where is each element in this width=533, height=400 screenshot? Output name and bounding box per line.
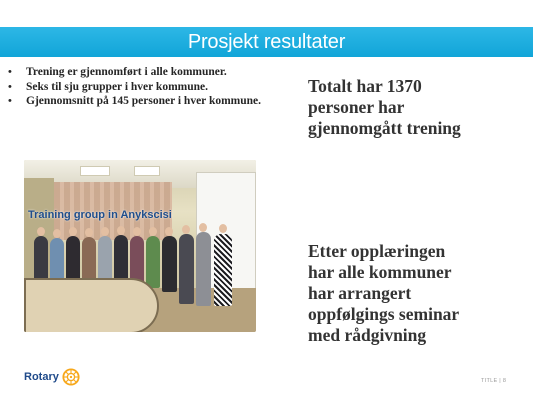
person xyxy=(146,236,160,288)
headline-line: personer har xyxy=(308,97,405,117)
headline-total xyxy=(308,76,523,139)
person xyxy=(214,234,232,306)
headline-line: med rådgivning xyxy=(308,325,427,345)
ceiling-light xyxy=(80,166,110,176)
person-head xyxy=(219,224,227,233)
person xyxy=(114,235,128,283)
person-head xyxy=(53,229,61,238)
headline-followup xyxy=(308,241,523,346)
person xyxy=(196,232,211,306)
headline-line: Totalt har 1370 xyxy=(308,76,422,96)
person-head xyxy=(149,227,157,236)
title-bar xyxy=(0,27,533,57)
headline-line: gjennomgått trening xyxy=(308,118,461,138)
person-head xyxy=(101,227,109,236)
person-head xyxy=(133,227,141,236)
person xyxy=(98,236,112,282)
person-head xyxy=(37,227,45,236)
person xyxy=(34,236,48,280)
rotary-wheel-icon xyxy=(62,368,80,386)
rotary-wordmark: Rotary xyxy=(24,371,59,383)
bullet-list xyxy=(8,66,270,110)
headline-line: har arrangert xyxy=(308,283,412,303)
person xyxy=(162,236,177,292)
slide-footer: TITLE | 8 xyxy=(481,378,507,384)
ceiling-light xyxy=(134,166,160,176)
person xyxy=(50,238,64,282)
rotary-logo xyxy=(24,368,80,386)
conference-table xyxy=(24,278,159,332)
bullet-item: • Trening er gjennomført i alle kommuner. xyxy=(8,66,270,79)
person-head xyxy=(117,226,125,235)
headline-line: har alle kommuner xyxy=(308,262,452,282)
person-head xyxy=(165,227,173,236)
bullet-item: • Gjennomsnitt på 145 personer i hver kommune. xyxy=(8,95,270,108)
headline-line: Etter opplæringen xyxy=(308,241,446,261)
person xyxy=(66,236,80,282)
person xyxy=(82,237,96,281)
slide-title: Prosjekt resultater xyxy=(187,30,346,53)
headline-line: oppfølgings seminar xyxy=(308,304,460,324)
photo-caption: Training group in Anykscisi xyxy=(28,209,172,221)
group-photo xyxy=(24,160,256,332)
person-head xyxy=(182,225,190,234)
person-head xyxy=(199,223,207,232)
bullet-item: • Seks til sju grupper i hver kommune. xyxy=(8,81,270,94)
person-head xyxy=(85,228,93,237)
person-head xyxy=(69,227,77,236)
person xyxy=(179,234,194,304)
